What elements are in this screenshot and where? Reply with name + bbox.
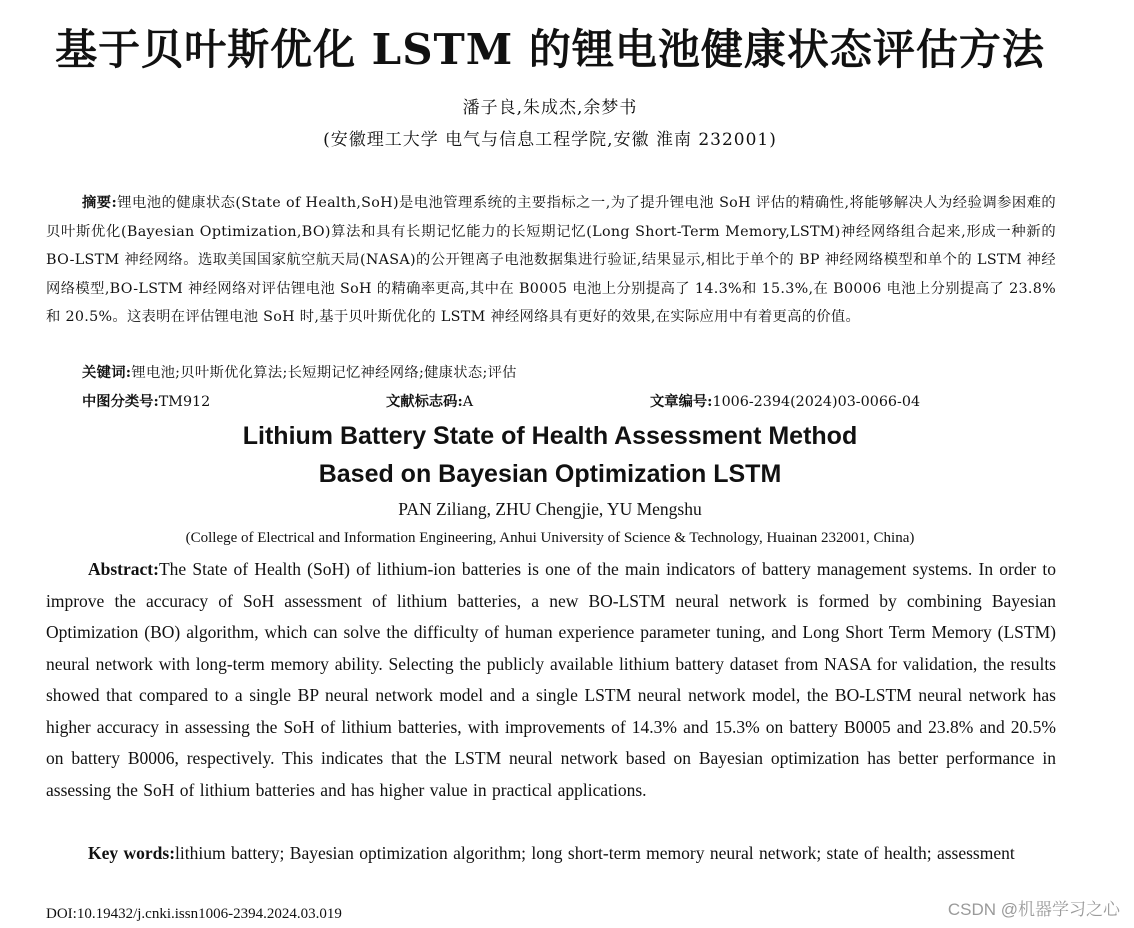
english-keywords-label: Key words: [88, 843, 176, 863]
chinese-keywords-label: 关键词: [82, 365, 132, 381]
english-affiliation: (College of Electrical and Information Engineering, Anhui University of Science & Technology, Huainan 232001, China) [185, 530, 915, 546]
article-number-value: 1006-2394(2024)03-0066-04 [712, 394, 921, 410]
english-keywords [46, 838, 1056, 870]
chinese-keywords [82, 360, 1062, 386]
article-number-label: 文章编号: [650, 394, 713, 410]
english-abstract-label: Abstract: [88, 559, 159, 579]
watermark: CSDN @机器学习之心 [947, 900, 1120, 919]
english-title-line-1: Lithium Battery State of Health Assessment Method [242, 422, 858, 450]
document-code [386, 389, 473, 415]
english-abstract [46, 554, 1056, 806]
document-code-value: A [462, 394, 474, 410]
english-authors: PAN Ziliang, ZHU Chengjie, YU Mengshu [398, 499, 702, 519]
chinese-abstract-label: 摘要: [82, 195, 118, 211]
chinese-abstract [46, 189, 1056, 332]
chinese-affiliation: (安徽理工大学 电气与信息工程学院,安徽 淮南 232001) [323, 130, 777, 150]
chinese-title: 基于贝叶斯优化 LSTM 的锂电池健康状态评估方法 [55, 25, 1045, 74]
document-code-label: 文献标志码: [386, 394, 463, 410]
english-title-line-2: Based on Bayesian Optimization LSTM [318, 460, 782, 488]
chinese-keywords-text: 锂电池;贝叶斯优化算法;长短期记忆神经网络;健康状态;评估 [131, 365, 517, 381]
clc-value: TM912 [158, 394, 211, 410]
classification-row [82, 389, 1062, 415]
clc-number [82, 389, 210, 415]
chinese-authors: 潘子良,朱成杰,余梦书 [462, 98, 638, 118]
chinese-abstract-text: 锂电池的健康状态(State of Health,SoH)是电池管理系统的主要指标之一,为了提升锂电池 SoH 评估的精确性,将能够解决人为经验调参困难的贝叶斯优化(Bayesian Optimization,BO)算法和具有长期记忆能力的长短期记忆(Long Short-Term Memory,LSTM)神经网络组合起来,形成一种新的 BO-LSTM 神经网络。选取美国国家航空航天局(NASA)的公开锂离子电池数据集进行验证,结果显示,相比于单个的 BP 神经网络模型和单个的 LSTM 神经网络模型,BO-LSTM 神经网络对评估锂电池 SoH 的精确率更高,其中在 B0005 电池上分别提高了 14.3%和 15.3%,在 B0006 电池上分别提高了 23.8%和 20.5%。这表明在评估锂电池 SoH 时,基于贝叶斯优化的 LSTM 神经网络具有更好的效果,在实际应用中有着更高的价值。 [46, 195, 1056, 326]
article-number [650, 389, 920, 415]
clc-label: 中图分类号: [82, 394, 159, 410]
english-keywords-text: lithium battery; Bayesian optimization algorithm; long short-term memory neural network; state of health; assessment [175, 843, 1015, 863]
doi: DOI:10.19432/j.cnki.issn1006-2394.2024.03.019 [46, 906, 342, 922]
english-abstract-text: The State of Health (SoH) of lithium-ion batteries is one of the main indicators of battery management systems. In order to improve the accuracy of SoH assessment of lithium batteries, a new BO-LSTM neural network is formed by combining Bayesian Optimization (BO) algorithm, which can solve the difficulty of human experience parameter tuning, and Long Short Term Memory (LSTM) neural network with long-term memory ability. Selecting the publicly available lithium battery dataset from NASA for validation, the results showed that compared to a single BP neural network model and a single LSTM neural network model, the BO-LSTM neural network has higher accuracy in assessing the SoH of lithium batteries, with improvements of 14.3% and 15.3% on battery B0005 and 23.8% and 20.5% on battery B0006, respectively. This indicates that the LSTM neural network based on Bayesian optimization has better performance in assessing the SoH of lithium batteries and has higher value in practical applications. [46, 559, 1056, 800]
